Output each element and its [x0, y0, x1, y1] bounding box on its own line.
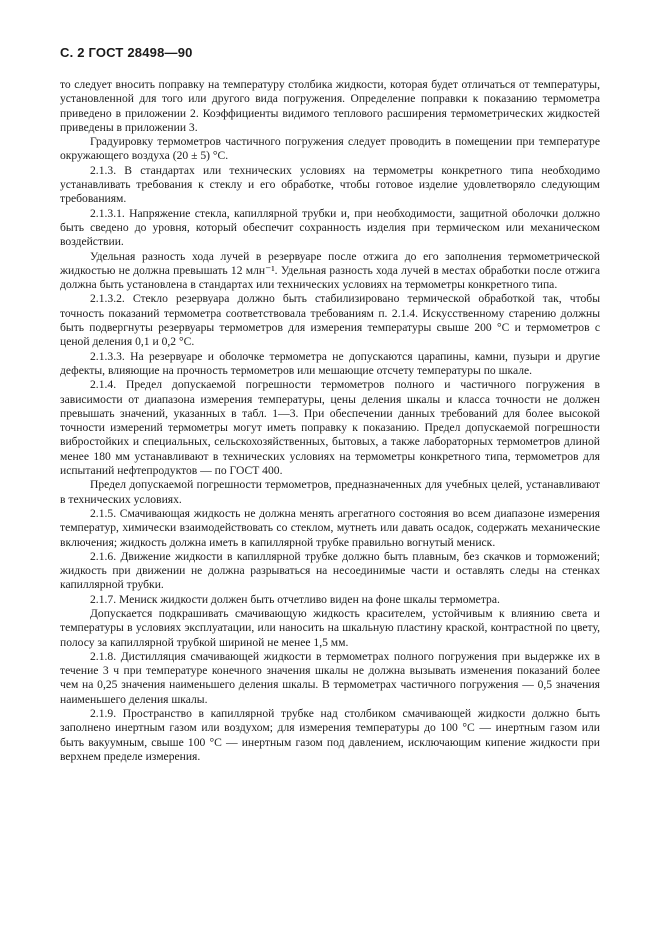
paragraph-2-1-8: 2.1.8. Дистилляция смачивающей жидкости в термометрах полного погружения при выдержке их в течение 3 ч при температуре конечного значения шкалы не должна вызывать изменения показаний более чем на 0,25 значения наименьшего деления шкалы. В термометрах частичного погружения — 0,5 значения наименьшего деления шкалы.	[60, 649, 600, 706]
paragraph-2-1-3-2: 2.1.3.2. Стекло резервуара должно быть стабилизировано термической обработкой так, чтобы точность показаний термометра соответствовала требованиям п. 2.1.4. Искусственному старению должны быть подвергнуты резервуары термометров для измерения температуры свыше 200 °С и термометров с ценой деления 0,1 и 0,2 °С.	[60, 292, 600, 349]
paragraph-2-1-5: 2.1.5. Смачивающая жидкость не должна менять агрегатного состояния во всем диапазоне измерения температур, химически взаимодействовать со стеклом, мутнеть или давать осадок, содержать механические включения; жидкость должна иметь в капиллярной трубке правильно вогнутый мениск.	[60, 506, 600, 549]
document-body	[60, 78, 600, 764]
paragraph-coloring: Допускается подкрашивать смачивающую жидкость красителем, устойчивым к влиянию света и температуры в условиях эксплуатации, или наносить на шкальную пластину краской, контрастной по цвету, полосу за капиллярной трубкой шириной не менее 1,5 мм.	[60, 606, 600, 649]
paragraph-2-1-7: 2.1.7. Мениск жидкости должен быть отчетливо виден на фоне шкалы термометра.	[90, 592, 500, 606]
paragraph-educational: Предел допускаемой погрешности термометров, предназначенных для учебных целей, устанавливают в технических условиях.	[60, 478, 600, 506]
paragraph-ray-difference: Удельная разность хода лучей в резервуаре после отжига до его заполнения термометрической жидкостью не должна превышать 12 млн⁻¹. Удельная разность хода лучей в местах обработки после отжига должна быть установлена в стандартах или технических условиях на термометры конкретного типа.	[60, 249, 600, 292]
paragraph-2-1-6: 2.1.6. Движение жидкости в капиллярной трубке должно быть плавным, без скачков и торможений; жидкость при движении не должна разрываться на несоединимые части и оставлять следы на стенках капиллярной трубки.	[60, 549, 600, 592]
paragraph-continuation: то следует вносить поправку на температуру столбика жидкости, которая будет отличаться от температуры, установленной для того или другого вида погружения. Определение поправки к показанию термометра приведено в приложении 2. Коэффициенты видимого теплового расширения термометрических жидкостей приведены в приложении 3.	[60, 78, 600, 134]
paragraph-2-1-3: 2.1.3. В стандартах или технических условиях на термометры конкретного типа необходимо устанавливать требования к стеклу и его обработке, чтобы готовое изделие удовлетворяло следующим требованиям.	[60, 163, 600, 206]
paragraph-2-1-3-1: 2.1.3.1. Напряжение стекла, капиллярной трубки и, при необходимости, защитной оболочки должно быть сведено до уровня, который обеспечит сохранность изделия при термическом или механическом воздействии.	[60, 206, 600, 249]
paragraph-graduation: Градуировку термометров частичного погружения следует проводить в помещении при температуре окружающего воздуха (20 ± 5) °С.	[60, 135, 600, 163]
paragraph-2-1-4: 2.1.4. Предел допускаемой погрешности термометров полного и частичного погружения в зависимости от диапазона измерения температуры, цены деления шкалы и класса точности не должен превышать значений, указанных в табл. 1—3. При обеспечении данных требований для более высокой точности измерений термометры могут иметь поправку к показанию. Предел допускаемой погрешности вибростойких и специальных, сельскохозяйственных, бытовых, а также лабораторных термометров длиной менее 180 мм устанавливают в технических условиях на термометры конкретного типа, термометров для испытаний нефтепродуктов — по ГОСТ 400.	[60, 378, 600, 478]
paragraph-2-1-9: 2.1.9. Пространство в капиллярной трубке над столбиком смачивающей жидкости должно быть заполнено инертным газом или воздухом; для измерения температуры до 100 °С — инертным газом или быть вакуумным, свыше 100 °С — инертным газом под давлением, исключающим кипение жидкости при верхнем пределе измерения.	[60, 707, 600, 763]
paragraph-2-1-3-3: 2.1.3.3. На резервуаре и оболочке термометра не допускаются царапины, камни, пузыри и другие дефекты, влияющие на прочность термометров или мешающие отсчету температуры по шкале.	[60, 349, 600, 377]
page-header: С. 2 ГОСТ 28498—90	[60, 45, 193, 60]
